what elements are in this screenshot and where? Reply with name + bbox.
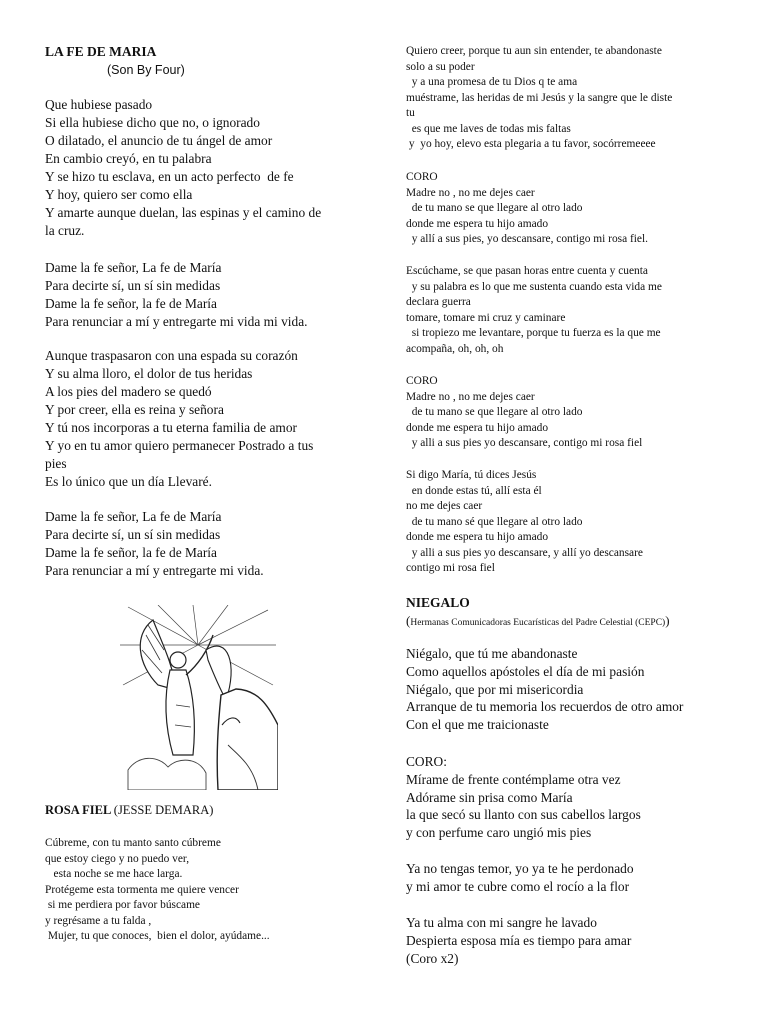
lyric-line: Ya tu alma con mi sangre he lavado — [406, 915, 597, 930]
lyric-line: esta noche se me hace larga. — [45, 868, 183, 880]
lyric-line: Para renunciar a mí y entregarte mi vida mi vida. — [45, 314, 308, 329]
lyric-line: si tropiezo me levantare, porque tu fuerza es la que me — [406, 327, 661, 339]
song-title-la-fe-de-maria: LA FE DE MARIA — [45, 44, 157, 59]
lyric-line: solo a su poder — [406, 60, 475, 73]
lyric-line: Niégalo, que tú me abandonaste — [406, 646, 578, 661]
song3-verse2 — [406, 860, 751, 896]
lyric-line: CORO: — [406, 754, 447, 769]
lyric-line: tomare, tomare mi cruz y caminare — [406, 311, 566, 324]
song2-coro2 — [406, 374, 746, 452]
lyric-line: Para decirte sí, un sí sin medidas — [45, 527, 221, 542]
lyric-line: la que secó su llanto con sus cabellos largos — [406, 807, 641, 823]
song2-outro — [406, 468, 746, 577]
lyric-line: que estoy ciego y no puedo ver, — [45, 852, 190, 865]
lyric-line: Adórame sin prisa como María — [406, 789, 573, 805]
lyric-line: de tu mano se que llegare al otro lado — [406, 406, 583, 418]
lyric-line: Mujer, tu que conoces, bien el dolor, ayúdame... — [45, 930, 270, 942]
lyric-line: Y se hizo tu esclava, en un acto perfecto de fe — [45, 169, 294, 184]
lyric-line: Cúbreme, con tu manto santo cúbreme — [45, 837, 221, 849]
lyric-line: Con el que me traicionaste — [406, 717, 549, 733]
song3-verse1 — [406, 645, 751, 734]
paren-open: ( — [406, 613, 411, 628]
lyric-line: donde me espera tu hijo amado — [406, 531, 549, 543]
lyric-line: y a una promesa de tu Dios q te ama — [406, 76, 578, 88]
lyric-line: Que hubiese pasado — [45, 97, 153, 112]
lyric-line: Para decirte sí, un sí sin medidas — [45, 278, 221, 293]
lyric-line: acompaña, oh, oh, oh — [406, 342, 504, 355]
lyric-line: y regrésame a tu falda , — [45, 914, 152, 927]
lyric-line: y allí a sus pies, yo descansare, contigo mi rosa fiel. — [406, 233, 648, 245]
lyric-line: tu — [406, 107, 415, 119]
lyric-line: Aunque traspasaron con una espada su corazón — [45, 348, 298, 363]
niegalo-attribution — [406, 613, 670, 629]
lyric-line: donde me espera tu hijo amado — [406, 421, 549, 434]
lyric-line: pies — [45, 456, 67, 471]
lyric-line: Dame la fe señor, La fe de María — [45, 260, 222, 275]
rosa-fiel-title: ROSA FIEL — [45, 803, 111, 817]
lyric-line: Madre no , no me dejes caer — [406, 186, 535, 199]
lyric-line: Y amarte aunque duelan, las espinas y el camino de — [45, 205, 322, 220]
lyric-line: Dame la fe señor, la fe de María — [45, 545, 217, 560]
lyric-line: Dame la fe señor, la fe de María — [45, 296, 217, 311]
lyric-line: muéstrame, las heridas de mi Jesús y la sangre que le diste — [406, 91, 673, 104]
lyric-line: Y por creer, ella es reina y señora — [45, 402, 224, 417]
lyric-line: Para renunciar a mí y entregarte mi vida. — [45, 563, 264, 578]
lyric-line: declara guerra — [406, 296, 471, 308]
lyric-line: de tu mano sé que llegare al otro lado — [406, 515, 583, 528]
lyric-line: no me dejes caer — [406, 500, 483, 512]
lyric-line: Despierta esposa mía es tiempo para amar — [406, 932, 632, 948]
lyric-line: Escúchame, se que pasan horas entre cuenta y cuenta — [406, 265, 648, 277]
lyric-line: CORO — [406, 171, 438, 183]
lyric-line: Ya no tengas temor, yo ya te he perdonado — [406, 861, 634, 876]
rosa-fiel-artist: (JESSE DEMARA) — [113, 803, 214, 817]
lyric-line: Protégeme esta tormenta me quiere vencer — [45, 883, 239, 896]
lyric-line: Niégalo, que por mi misericordia — [406, 681, 584, 697]
lyric-line: Quiero creer, porque tu aun sin entender, te abandonaste — [406, 45, 662, 57]
lyric-line: la cruz. — [45, 223, 85, 238]
lyric-line: y yo hoy, elevo esta plegaria a tu favor, socórremeeee — [406, 138, 656, 150]
lyric-line: en donde estas tú, allí esta él — [406, 484, 542, 497]
lyric-line: Y yo en tu amor quiero permanecer Postrado a tus — [45, 438, 314, 453]
lyric-line: y su palabra es lo que me sustenta cuando esta vida me — [406, 280, 662, 293]
song2-verse2 — [406, 44, 746, 153]
song1-chorus2 — [45, 508, 375, 580]
song-title-rosa-fiel — [45, 803, 213, 818]
song3-verse3 — [406, 914, 751, 967]
lyric-line: contigo mi rosa fiel — [406, 562, 495, 574]
lyric-line: Y su alma lloro, el dolor de tus heridas — [45, 366, 253, 381]
lyric-line: CORO — [406, 375, 438, 387]
song-artist-son-by-four: (Son By Four) — [107, 63, 185, 77]
lyric-line: (Coro x2) — [406, 950, 459, 966]
song2-verse3 — [406, 264, 746, 357]
song-title-niegalo: NIEGALO — [406, 595, 470, 610]
song1-verse2 — [45, 347, 375, 491]
lyric-line: En cambio creyó, en tu palabra — [45, 151, 212, 166]
song2-coro1 — [406, 170, 746, 248]
lyric-line: de tu mano se que llegare al otro lado — [406, 202, 583, 214]
niegalo-artist: Hermanas Comunicadoras Eucarísticas del Padre Celestial (CEPC) — [410, 618, 666, 628]
lyric-line: Dame la fe señor, La fe de María — [45, 509, 222, 524]
song2-verse1 — [45, 836, 375, 945]
lyric-line: y alli a sus pies yo descansare, contigo mi rosa fiel — [406, 437, 643, 449]
lyric-line: es que me laves de todas mis faltas — [406, 122, 571, 135]
lyric-line: y mi amor te cubre como el rocío a la flor — [406, 878, 630, 894]
lyric-line: Arranque de tu memoria los recuerdos de otro amor — [406, 699, 684, 715]
lyric-line: Mírame de frente contémplame otra vez — [406, 771, 621, 787]
song1-verse1 — [45, 96, 375, 240]
lyric-line: O dilatado, el anuncio de tu ángel de amor — [45, 133, 273, 148]
lyric-line: si me perdiera por favor búscame — [45, 899, 200, 911]
lyric-line: y con perfume caro ungió mis pies — [406, 825, 592, 841]
lyric-line: donde me espera tu hijo amado — [406, 217, 549, 230]
song3-coro — [406, 753, 751, 842]
lyric-line: Madre no , no me dejes caer — [406, 390, 535, 403]
lyric-line: Como aquellos apóstoles el día de mi pasión — [406, 663, 645, 679]
lyric-line: A los pies del madero se quedó — [45, 384, 212, 399]
lyric-line: y alli a sus pies yo descansare, y allí yo descansare — [406, 546, 643, 559]
lyric-line: Es lo único que un día Llevaré. — [45, 474, 212, 489]
paren-close: ) — [665, 613, 670, 628]
lyric-line: Si ella hubiese dicho que no, o ignorado — [45, 115, 260, 130]
song1-chorus1 — [45, 259, 375, 331]
lyric-line: Y hoy, quiero ser como ella — [45, 187, 193, 202]
angel-annunciation-drawing-icon — [118, 605, 278, 790]
lyric-line: Si digo María, tú dices Jesús — [406, 469, 537, 481]
lyric-line: Y tú nos incorporas a tu eterna familia de amor — [45, 420, 297, 435]
